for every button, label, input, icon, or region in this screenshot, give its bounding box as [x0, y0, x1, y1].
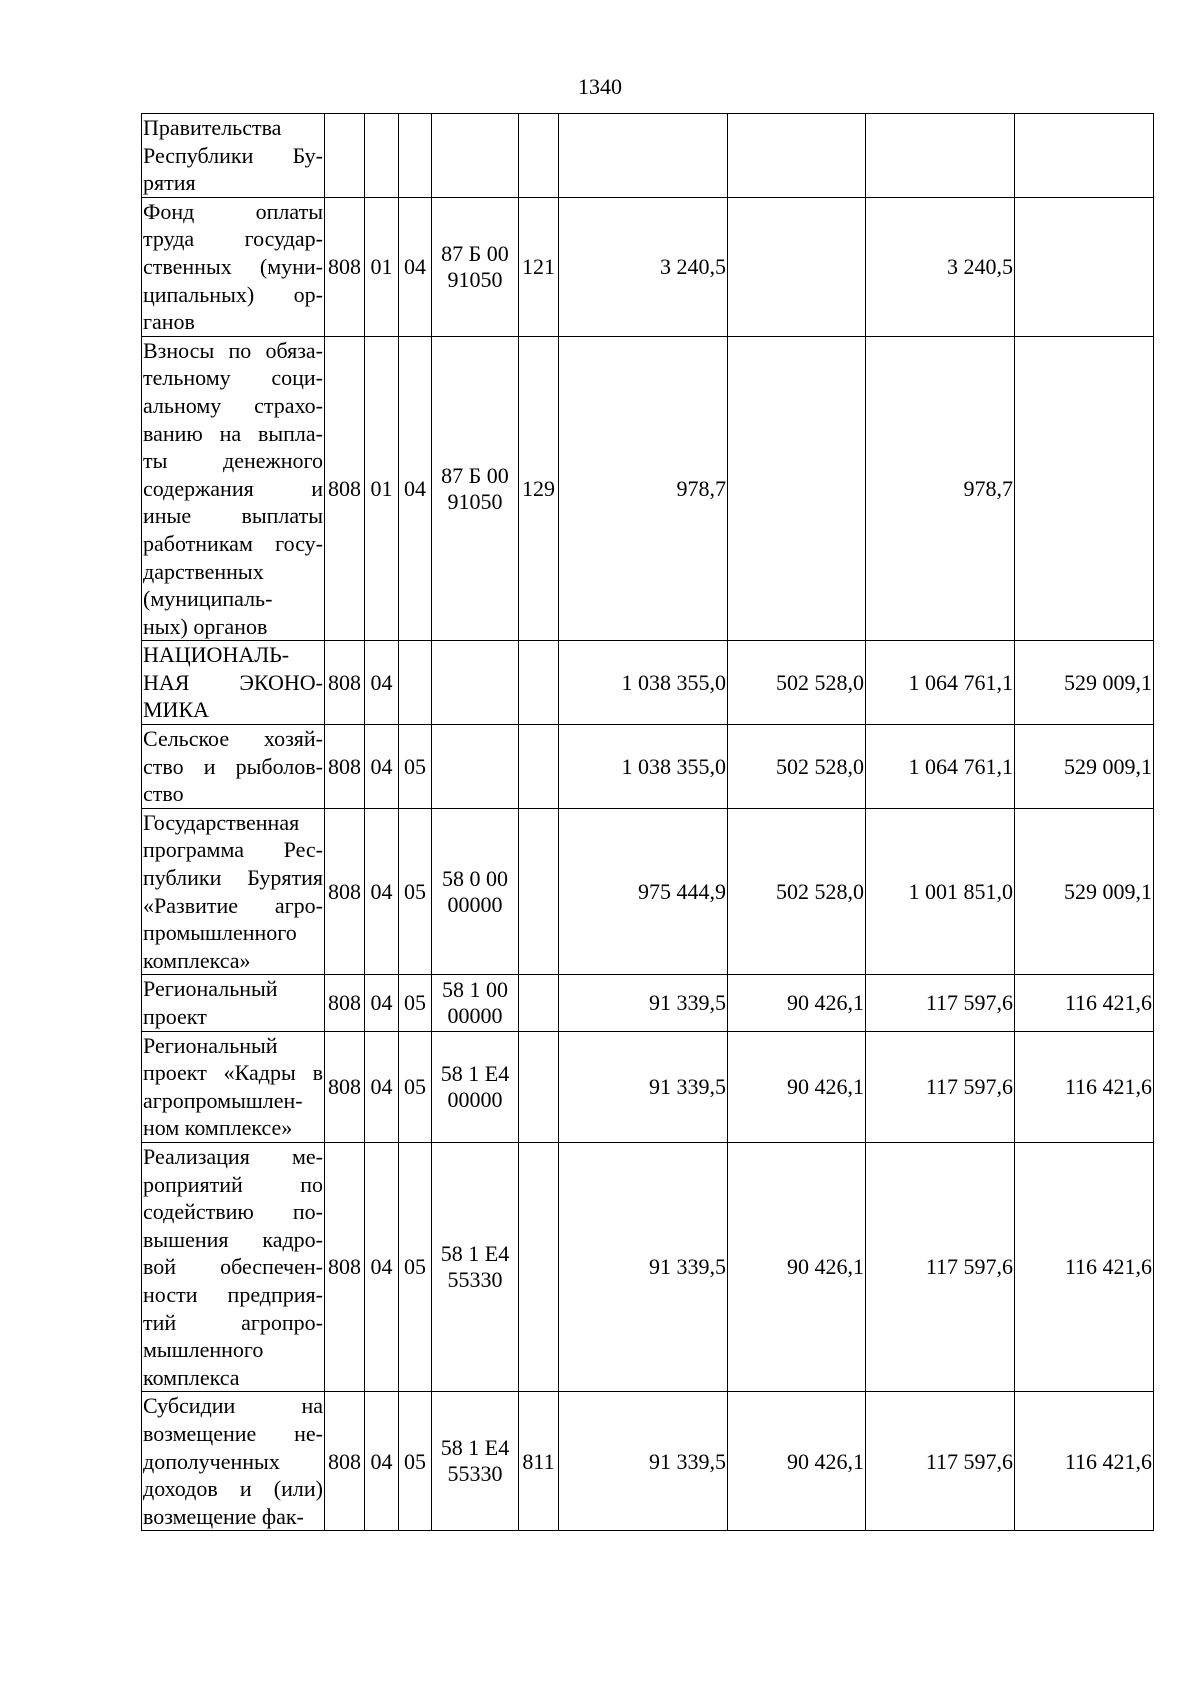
amount-cell-2: 90 426,1 [728, 1031, 866, 1142]
amount-cell-2: 502 528,0 [728, 725, 866, 809]
amount-cell-1: 91 339,5 [559, 1142, 728, 1391]
page-number: 1340 [578, 74, 622, 99]
subsection-code: 05 [399, 1142, 432, 1391]
row-name-line: НАЦИОНАЛЬ- [143, 642, 290, 668]
target-article-line: 00000 [447, 1003, 503, 1028]
amount-cell-3: 978,7 [866, 336, 1015, 641]
expense-type-code: 129 [519, 336, 559, 641]
row-name-line: Региональный [143, 1032, 278, 1058]
subsection-code: 04 [399, 197, 432, 336]
row-name-line: ном комплексе» [143, 1115, 293, 1141]
amount-cell-3: 117 597,6 [866, 1031, 1015, 1142]
target-article-code [432, 1031, 519, 1142]
row-name-line: Республики Бу- [143, 142, 323, 168]
amount-cell-4: 116 421,6 [1015, 1031, 1154, 1142]
row-name-cell [142, 336, 325, 641]
row-name-line: дарственных [143, 558, 264, 584]
row-name-line: проект [143, 1004, 207, 1029]
table-row [142, 114, 1154, 198]
section-code: 04 [365, 725, 399, 809]
row-name-line: содействию по- [143, 1199, 323, 1225]
row-name-line: программа Рес- [143, 837, 323, 863]
subsection-code: 05 [399, 1031, 432, 1142]
row-name-cell [142, 641, 325, 725]
target-article-line: 00000 [447, 1086, 503, 1112]
budget-table [141, 113, 1154, 1531]
table-row [142, 1392, 1154, 1531]
row-name-line: комплекса [143, 1364, 240, 1390]
amount-cell-4: 116 421,6 [1015, 1142, 1154, 1391]
row-name-line: Реализация ме- [143, 1143, 323, 1169]
section-code: 01 [365, 336, 399, 641]
section-code: 04 [365, 1392, 399, 1531]
target-article-line: 00000 [447, 891, 503, 917]
section-code: 04 [365, 641, 399, 725]
table-row [142, 808, 1154, 975]
amount-cell-2 [728, 197, 866, 336]
target-article-line: 87 Б 00 [441, 240, 509, 266]
row-name-line: рятия [143, 170, 196, 196]
table-row [142, 197, 1154, 336]
table-row [142, 1031, 1154, 1142]
amount-cell-4 [1015, 114, 1154, 198]
row-name-line: публики Бурятия [143, 865, 323, 891]
amount-cell-4: 116 421,6 [1015, 975, 1154, 1031]
amount-cell-3: 1 064 761,1 [866, 725, 1015, 809]
row-name-cell [142, 1392, 325, 1531]
amount-cell-3: 1 064 761,1 [866, 641, 1015, 725]
row-name-line: ных) органов [143, 613, 268, 639]
row-name-line: тий агропро- [143, 1309, 323, 1335]
amount-cell-4 [1015, 336, 1154, 641]
row-name-cell [142, 808, 325, 975]
expense-type-code [519, 725, 559, 809]
amount-cell-4: 529 009,1 [1015, 641, 1154, 725]
row-name-line: агропромышлен- [143, 1087, 303, 1113]
section-code: 04 [365, 975, 399, 1031]
row-name-line: Сельское хозяй- [143, 726, 323, 752]
row-name-line: Правительства [143, 115, 282, 140]
amount-cell-1: 91 339,5 [559, 1031, 728, 1142]
row-name-line: роприятий по [143, 1171, 323, 1197]
row-name-line: (муниципаль- [143, 586, 273, 612]
amount-cell-2: 90 426,1 [728, 1392, 866, 1531]
expense-type-code [519, 1142, 559, 1391]
target-article-line: 55330 [447, 1461, 503, 1487]
row-name-line: работникам госу- [143, 530, 323, 556]
amount-cell-1: 3 240,5 [559, 197, 728, 336]
row-name-line: мышленного [143, 1337, 264, 1363]
amount-cell-1: 978,7 [559, 336, 728, 641]
amount-cell-3: 117 597,6 [866, 975, 1015, 1031]
amount-cell-4: 116 421,6 [1015, 1392, 1154, 1531]
table-row [142, 641, 1154, 725]
grbs-code: 808 [325, 725, 365, 809]
amount-cell-2 [728, 114, 866, 198]
row-name-cell [142, 975, 325, 1031]
row-name-line: Государственная [143, 809, 300, 835]
subsection-code: 05 [399, 808, 432, 975]
grbs-code: 808 [325, 641, 365, 725]
row-name-line: дополученных [143, 1448, 280, 1474]
row-name-line: возмещение фак- [143, 1503, 304, 1529]
row-name-line: тельному соци- [143, 365, 323, 391]
subsection-code: 04 [399, 336, 432, 641]
target-article-code [432, 197, 519, 336]
row-name-line: содержания и [143, 475, 323, 501]
amount-cell-3: 3 240,5 [866, 197, 1015, 336]
target-article-code [432, 1392, 519, 1531]
subsection-code: 05 [399, 725, 432, 809]
row-name-line: возмещение не- [143, 1420, 323, 1446]
target-article-code [432, 114, 519, 198]
row-name-line: ванию на выпла- [143, 420, 323, 446]
target-article-code [432, 975, 519, 1031]
table-row [142, 975, 1154, 1031]
amount-cell-3: 1 001 851,0 [866, 808, 1015, 975]
table-row [142, 725, 1154, 809]
expense-type-code [519, 641, 559, 725]
row-name-line: ство [143, 781, 184, 807]
amount-cell-2: 502 528,0 [728, 641, 866, 725]
row-name-line: вой обеспечен- [143, 1254, 323, 1280]
row-name-cell [142, 114, 325, 198]
row-name-line: доходов и (или) [143, 1476, 323, 1502]
amount-cell-1: 975 444,9 [559, 808, 728, 975]
subsection-code: 05 [399, 1392, 432, 1531]
row-name-cell [142, 197, 325, 336]
expense-type-code: 121 [519, 197, 559, 336]
expense-type-code [519, 975, 559, 1031]
row-name-line: труда государ- [143, 226, 323, 252]
row-name-line: комплекса» [143, 947, 251, 973]
amount-cell-3 [866, 114, 1015, 198]
amount-cell-2: 90 426,1 [728, 975, 866, 1031]
section-code: 04 [365, 1031, 399, 1142]
row-name-line: Субсидии на [143, 1393, 323, 1419]
amount-cell-1: 91 339,5 [559, 975, 728, 1031]
row-name-line: Взносы по обяза- [143, 337, 323, 363]
target-article-line: 58 1 E4 [440, 1435, 510, 1461]
grbs-code: 808 [325, 197, 365, 336]
grbs-code: 808 [325, 975, 365, 1031]
subsection-code [399, 641, 432, 725]
section-code: 04 [365, 808, 399, 975]
amount-cell-3: 117 597,6 [866, 1142, 1015, 1391]
amount-cell-1: 91 339,5 [559, 1392, 728, 1531]
amount-cell-1: 1 038 355,0 [559, 725, 728, 809]
row-name-line: НАЯ ЭКОНО- [143, 669, 323, 695]
row-name-line: ственных (муни- [143, 253, 323, 279]
amount-cell-2: 90 426,1 [728, 1142, 866, 1391]
row-name-line: ципальных) ор- [143, 281, 323, 307]
row-name-line: промышленного [143, 920, 297, 946]
amount-cell-1: 1 038 355,0 [559, 641, 728, 725]
grbs-code: 808 [325, 1392, 365, 1531]
amount-cell-1 [559, 114, 728, 198]
row-name-line: вышения кадро- [143, 1226, 323, 1252]
grbs-code: 808 [325, 808, 365, 975]
target-article-line: 91050 [447, 266, 503, 292]
target-article-line: 91050 [447, 488, 503, 514]
amount-cell-2 [728, 336, 866, 641]
row-name-line: альному страхо- [143, 392, 323, 418]
target-article-code [432, 641, 519, 725]
expense-type-code: 811 [519, 1392, 559, 1531]
target-article-line: 55330 [447, 1267, 503, 1293]
row-name-cell [142, 1031, 325, 1142]
target-article-line: 58 1 E4 [440, 1060, 510, 1086]
row-name-line: ганов [143, 309, 195, 335]
expense-type-code [519, 114, 559, 198]
section-code [365, 114, 399, 198]
row-name-line: ты денежного [143, 448, 323, 474]
table-row [142, 1142, 1154, 1391]
subsection-code: 05 [399, 975, 432, 1031]
target-article-code [432, 336, 519, 641]
grbs-code: 808 [325, 1142, 365, 1391]
section-code: 01 [365, 197, 399, 336]
target-article-line: 58 0 00 [442, 865, 508, 891]
target-article-code [432, 1142, 519, 1391]
table-row [142, 336, 1154, 641]
row-name-line: МИКА [143, 697, 210, 723]
grbs-code: 808 [325, 336, 365, 641]
amount-cell-3: 117 597,6 [866, 1392, 1015, 1531]
row-name-line: Фонд оплаты [143, 198, 323, 224]
subsection-code [399, 114, 432, 198]
row-name-cell [142, 725, 325, 809]
row-name-line: ности предприя- [143, 1281, 323, 1307]
target-article-line: 87 Б 00 [441, 462, 509, 488]
section-code: 04 [365, 1142, 399, 1391]
expense-type-code [519, 808, 559, 975]
target-article-line: 58 1 00 [442, 977, 508, 1002]
row-name-line: «Развитие агро- [143, 892, 323, 918]
row-name-line: иные выплаты [143, 503, 323, 529]
amount-cell-4: 529 009,1 [1015, 808, 1154, 975]
row-name-line: ство и рыболов- [143, 753, 323, 779]
amount-cell-4 [1015, 197, 1154, 336]
target-article-code [432, 808, 519, 975]
target-article-code [432, 725, 519, 809]
row-name-line: Региональный [143, 976, 278, 1002]
grbs-code: 808 [325, 1031, 365, 1142]
grbs-code [325, 114, 365, 198]
amount-cell-2: 502 528,0 [728, 808, 866, 975]
row-name-line: проект «Кадры в [143, 1060, 323, 1086]
row-name-cell [142, 1142, 325, 1391]
amount-cell-4: 529 009,1 [1015, 725, 1154, 809]
target-article-line: 58 1 E4 [440, 1241, 510, 1267]
expense-type-code [519, 1031, 559, 1142]
